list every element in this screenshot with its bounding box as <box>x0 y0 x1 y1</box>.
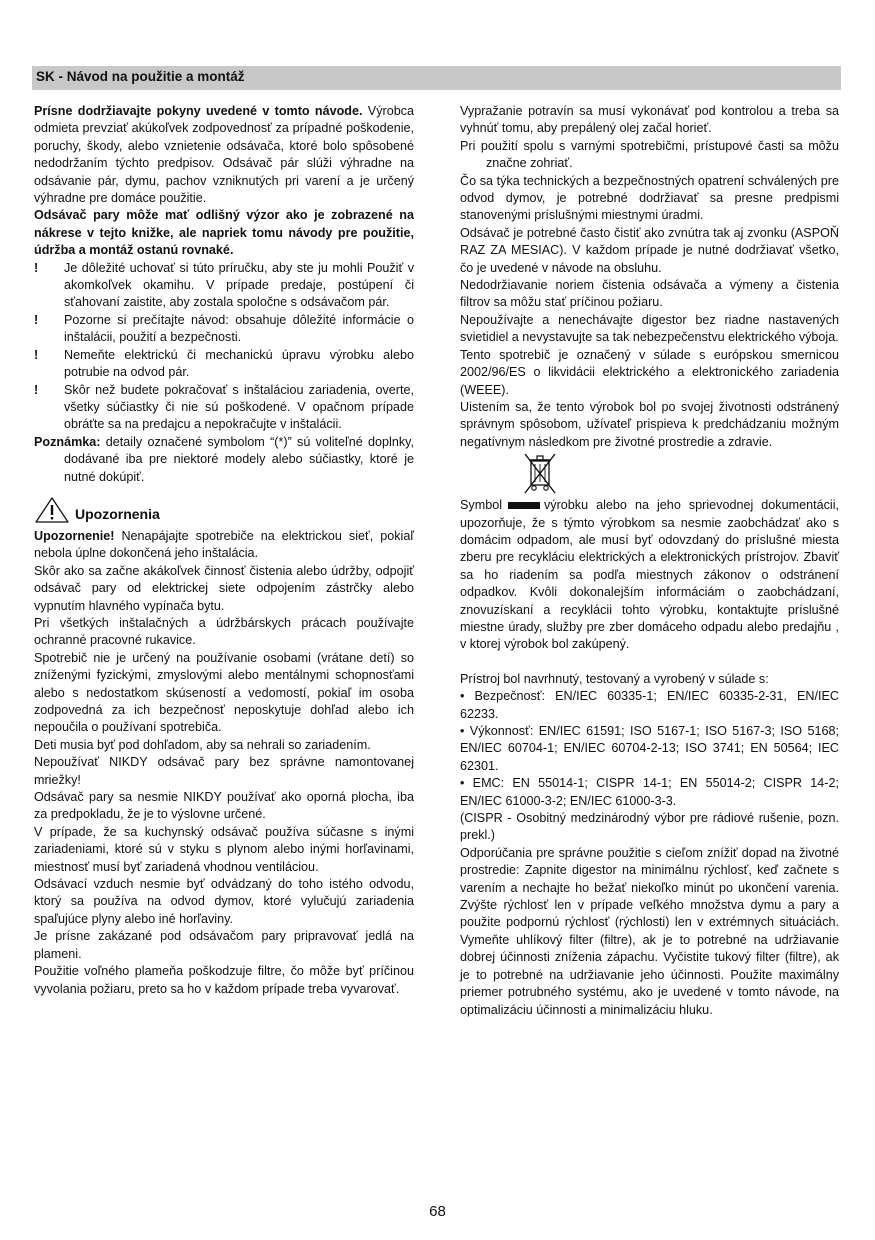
warnings-heading <box>34 496 414 528</box>
warning-paragraph: Odsávač pary sa nesmie NIKDY používať ako oporná plocha, iba za predpokladu, že je to výslovne určené. <box>34 790 414 822</box>
exclamation-icon: ! <box>34 347 39 362</box>
note-text: detaily označené symbolom “(*)” sú voliteľné doplnky, dodávané iba pre niektoré modely alebo súčiastky, ktoré je nutné dokúpiť. <box>64 434 414 484</box>
excl-item: ! Pozorne si prečítajte návod: obsahuje dôležité informácie o inštalácii, použití a bezpečnosti. <box>34 312 414 345</box>
right-column <box>460 103 839 1019</box>
warning-paragraph: Je prísne zakázané pod odsávačom pary pripravovať jedlá na plameni. <box>34 929 414 961</box>
warning-paragraph: Skôr ako sa začne akákoľvek činnosť čistenia alebo údržby, odpojiť odsávač pary od elektrickej siete odpojením zástrčky alebo vypnutím hlavného vypínača bytu. <box>34 563 414 613</box>
warning-paragraph: Upozornenie! Nenapájajte spotrebiče na elektrickou sieť, pokiaľ nebola úplne dokončená jeho inštalácia. <box>34 528 414 561</box>
warning-paragraph: Odsávací vzduch nesmie byť odvádzaný do toho istého odvodu, ktorý sa používa na odvod dymov, ktoré vylučujú zariadenia spaľujúce plyny alebo iné horľaviny. <box>34 877 414 926</box>
standards-bullet: • EMC: EN 55014-1; CISPR 14-1; EN 55014-2; CISPR 14-2; EN/IEC 61000-3-2; EN/IEC 61000-3-3. <box>460 776 839 808</box>
warning-paragraph: Pri všetkých inštalačných a údržbárskych prácach používajte ochranné pracovné rukavice. <box>34 615 414 648</box>
standards-bullet: • Výkonnosť: EN/IEC 61591; ISO 5167-1; ISO 5167-3; ISO 5168; EN/IEC 60704-1; EN/IEC 60704-2-13; ISO 3741; EN 50564; IEC 62301. <box>460 724 839 773</box>
warning-paragraph: Použitie voľného plameňa poškodzuje filtre, čo môže byť príčinou vyvolania požiaru, preto sa ho v každom prípade treba vyvarovať. <box>34 964 414 996</box>
warning-paragraph: Spotrebič nie je určený na používanie osobami (vrátane detí) so zníženými fyzickými, zmyslovými alebo mentálnymi schopnosťami alebo s nedostatkom skúseností a vedomostí, pokiaľ im osoba zodpovedná za ich bezpečnosť neposkytuje dohľad alebo ich nepoučila o používaní spotrebiča. <box>34 650 414 735</box>
weee-symbol <box>460 451 839 497</box>
warning-paragraph: Nepoužívať NIKDY odsávač pary bez správne namontovanej mriežky! <box>34 755 414 787</box>
excl-item: ! Nemeňte elektrickú či mechanickú úpravu výrobku alebo potrubie na odvod pár. <box>34 347 414 380</box>
body-paragraph: Nedodržiavanie noriem čistenia odsávača a výmeny a čistenia filtrov sa môžu stať príčinou požiaru. <box>460 278 839 310</box>
exclamation-icon: ! <box>34 260 39 275</box>
intro-bold: Prísne dodržiavajte pokyny uvedené v tomto návode. <box>34 104 363 118</box>
intro-text: Výrobca odmieta prevziať akúkoľvek zodpovednosť za prípadné poškodenie, poruchy, škody, alebo vznietenie odsávača, ktoré bolo spôsobené nedodržaním týchto predpisov. Odsávač pár slúži výhradne na odsávanie pár, dymu, pachov vzniknutých pri varení a je určený výhradne pre domáce použitie. <box>34 104 414 206</box>
warning-paragraph: Deti musia byť pod dohľadom, aby sa nehrali so zariadením. <box>34 737 371 752</box>
body-paragraph: Nepoužívajte a nenechávajte digestor bez riadne nastavených svietidiel a nevystavujte sa tak nebezpečenstvu elektrického výboja. <box>460 312 839 345</box>
page-number: 68 <box>429 1203 446 1220</box>
note-paragraph <box>34 434 414 486</box>
symbol-paragraph: Symbol výrobku alebo na jeho sprievodnej dokumentácii, upozorňuje, že s týmto výrobkom sa nesmie zaobchádzať ako s domácim odpadom, ale musí byť odovzdaný do príslušné miesta zberu pre recykláciu elektrických a elektronických prístrojov. Zbaviť sa ho riadením sa podľa miestnych zákonov o odstránení odpadkov. Kvôli dokonalejším informáciám o zaobchádzaní, znovuzískaní a recyklácii tohto výrobku, kontaktujte príslušné miestne úrady, služby pre zber domáceho odpadu alebo predajňu , v ktorej výrobok bol zakúpený. <box>460 498 839 652</box>
body-paragraph: Vypražanie potravín sa musí vykonávať pod kontrolou a treba sa vyhnúť tomu, aby prepálený olej začal horieť. <box>460 104 839 136</box>
crossed-bin-icon <box>522 451 558 495</box>
body-paragraph: (CISPR - Osobitný medzinárodný výbor pre rádiové rušenie, pozn. prekl.) <box>460 811 839 843</box>
section-title: SK - Návod na použitie a montáž <box>36 69 245 84</box>
exclamation-icon: ! <box>34 312 39 327</box>
warnings-title: Upozornenia <box>75 505 160 522</box>
body-paragraph: Odporúčania pre správne použitie s cieľom znížiť dopad na životné prostredie: Zapnite digestor na minimálnu rýchlosť, keď začnete s varením a nechajte ho bežať niekoľko minút po ukončení varenia. Zvýšte rýchlosť len v prípade veľkého množstva dymu a pary a použite podpornú rýchlosť (rýchlosti) len v extrémnych situáciách. Vymeňte uhlíkový filter (filtre), ak je to potrebné na udržiavanie dobrej účinnosti zníženia zápachu. Vyčistite tukový filter (filtre), ak je to potrebné na udržiavanie jeho účinnosti. Použite maximálny priemer potrubného systému, ako je uvedené v tomto návode, na optimalizáciu účinnosti a minimalizáciu hluku. <box>460 845 839 1017</box>
section-header <box>32 66 841 90</box>
warning-label: Upozornenie! <box>34 528 115 543</box>
left-column <box>34 103 414 998</box>
intro-paragraph <box>34 103 414 207</box>
warning-triangle-icon <box>34 496 70 524</box>
exclamation-icon: ! <box>34 382 39 397</box>
body-paragraph: Odsávač je potrebné často čistiť ako zvnútra tak aj zvonku (ASPOŇ RAZ ZA MESIAC). V každom prípade je nutné dodržiavať všetko, čo je uvedené v návode na obsluhu. <box>460 225 839 275</box>
body-paragraph: Prístroj bol navrhnutý, testovaný a vyrobený v súlade s: <box>460 671 769 686</box>
body-paragraph: Uistením sa, že tento výrobok bol po svojej životnosti odstránený správnym spôsobom, užívateľ prispieva k predchádzaniu možným negatívnym následkom pre životné prostredie a zdravie. <box>460 399 839 449</box>
note-label: Poznámka: <box>34 434 101 449</box>
body-paragraph: Čo sa týka technických a bezpečnostných opatrení schválených pre odvod dymov, je potrebné dodržiavať sa presne predpismi stanovenými príslušnými miestnymi úradmi. <box>460 173 839 223</box>
body-paragraph: Pri použití spolu s varnými spotrebičmi, prístupové časti sa môžu značne zohriať. <box>460 138 839 171</box>
excl-item: ! Je dôležité uchovať si túto príručku, aby ste ju mohli Použiť v akomkoľvek okamihu. V prípade predaje, postúpení či sťahovaní zaistite, aby zostala spoločne s odsávačom pár. <box>34 260 414 310</box>
warning-paragraph: V prípade, že sa kuchynský odsávač používa súčasne s inými zariadeniami, ktoré sú v styku s plynom alebo inými horľavinami, miestnosť musí byť zariadená vhodnou ventiláciou. <box>34 824 414 874</box>
body-paragraph: Tento spotrebič je označený v súlade s európskou smernicou 2002/96/ES o likvidácii elektrického a elektronického zariadenia (WEEE). <box>460 347 839 397</box>
excl-item: ! Skôr než budete pokračovať s inštaláciou zariadenia, overte, všetky súčiastky či nie sú poškodené. V opačnom prípade obráťte sa na predajcu a nepokračujte v inštalácii. <box>34 382 414 432</box>
standards-bullet: • Bezpečnosť: EN/IEC 60335-1; EN/IEC 60335-2-31, EN/IEC 62233. <box>460 689 839 721</box>
black-bar-icon <box>508 502 540 509</box>
appearance-note: Odsávač pary môže mať odlišný výzor ako je zobrazené na nákrese v tejto knižke, ale napriek tomu návody pre použitie, údržba a montáž ostanú rovnaké. <box>34 208 414 258</box>
